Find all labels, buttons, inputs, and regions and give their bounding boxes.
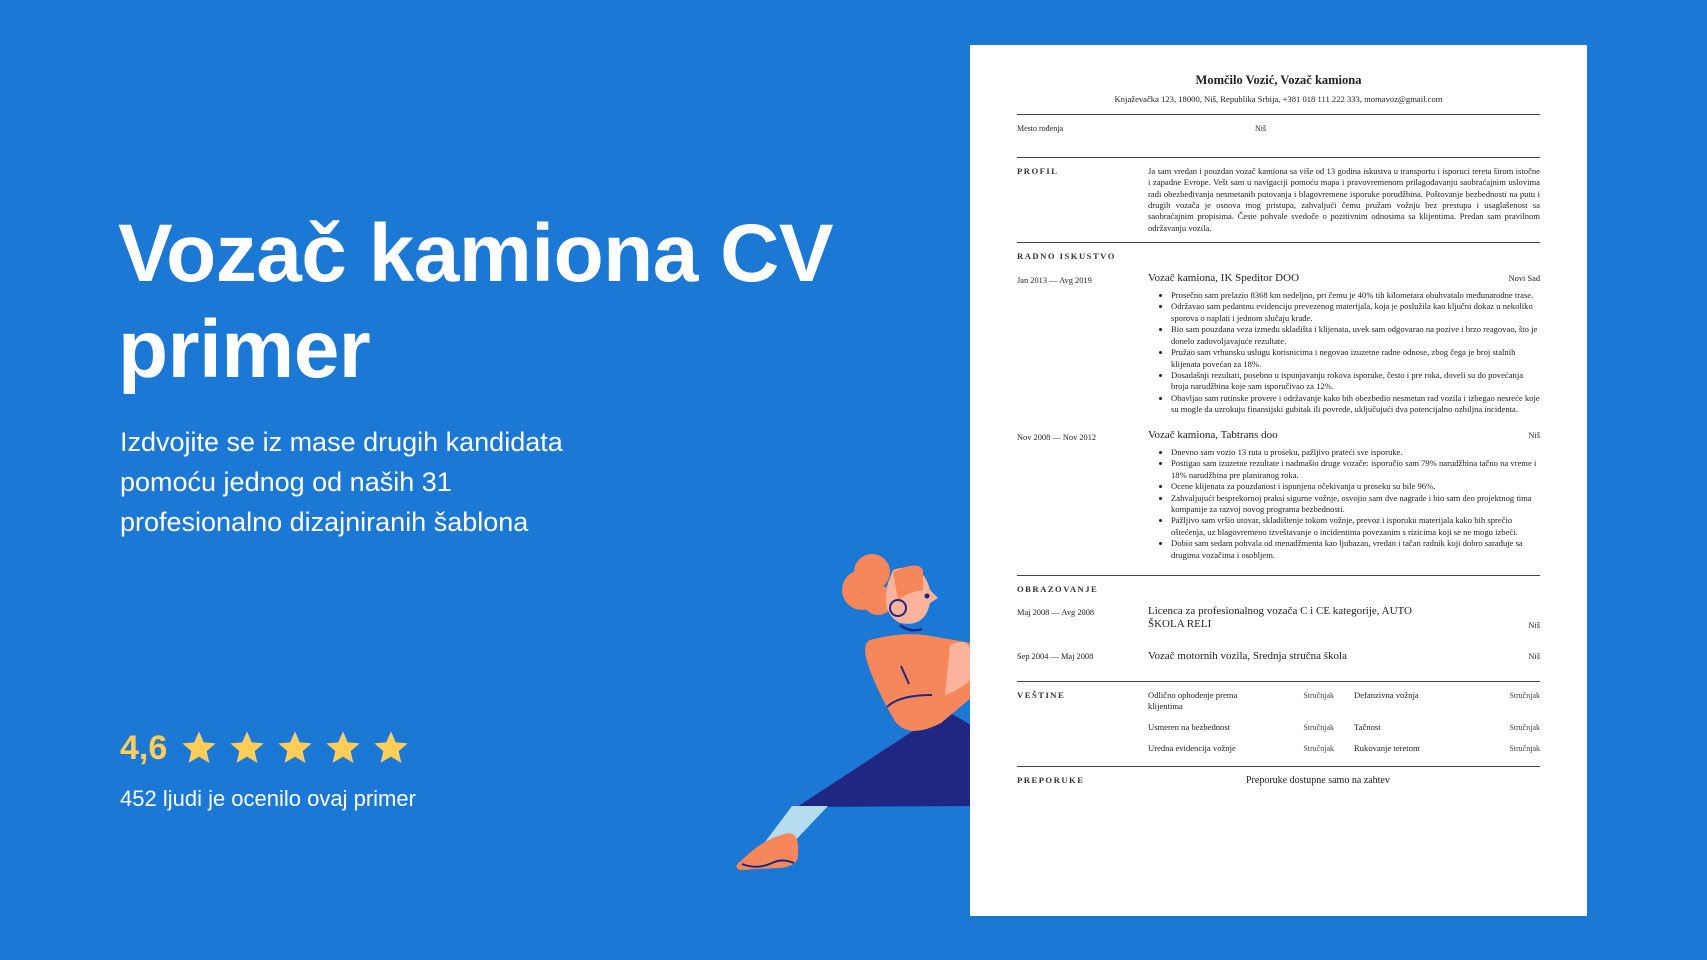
skill-name: Usmeren na bezbednost <box>1148 722 1231 733</box>
skill-level: Stručnjak <box>1509 723 1540 733</box>
birth-label: Mesto rođenja <box>1017 123 1063 133</box>
education-title: Licenca za profesionalnog vozača C i CE kategorije, AUTO ŠKOLA RELI <box>1148 605 1413 631</box>
job-bullet: • Održavao sam pedantnu evidenciju prevezenog materijala, koja je poslužila kao ključni dokaz u nekoliko sporova o naplati i jednom slučaju krađe. <box>1171 301 1540 324</box>
birth-value: Niš <box>1255 123 1267 133</box>
education-dates: Sep 2004 — Maj 2008 <box>1017 652 1094 662</box>
references-text: Preporuke dostupne samo na zahtev <box>1246 774 1390 786</box>
divider <box>1017 681 1540 682</box>
job-bullet: • Dosadašnji rezultati, posebno u ispunjavanju rokova isporuke, često i pre roka, doveli su do povećanja broja narudžbina koje sam isporučivao za 12%. <box>1171 370 1540 393</box>
section-skills: VEŠTINE <box>1017 689 1066 700</box>
divider <box>1017 575 1540 576</box>
section-work: RADNO ISKUSTVO <box>1017 251 1116 262</box>
job-bullet: • Prosečno sam prelazio 8368 km nedeljno, pri čemu je 40% tih kilometara obuhvatalo međunarodne trase. <box>1171 290 1540 301</box>
job-city: Niš <box>1528 430 1540 440</box>
skill-name: Uredna evidencija vožnje <box>1148 742 1236 753</box>
skill-level: Stručnjak <box>1509 690 1540 700</box>
divider <box>1017 242 1540 243</box>
job-bullet: • Dnevno sam vozio 13 ruta u proseku, pažljivo prateći sve isporuke. <box>1171 447 1540 458</box>
education-title: Vozač motornih vozila, Srednja stručna škola <box>1148 649 1347 662</box>
job-title: Vozač kamiona, IK Speditor DOO <box>1148 271 1300 284</box>
divider <box>1017 114 1540 115</box>
job-title: Vozač kamiona, Tabtrans doo <box>1148 428 1278 441</box>
section-references: PREPORUKE <box>1017 774 1085 785</box>
subtitle: Izdvojite se iz mase drugih kandidata pomoću jednog od naših 31 profesionalno dizajniranih šablona <box>120 427 563 537</box>
divider <box>1017 766 1540 767</box>
skill-level: Stručnjak <box>1303 723 1334 733</box>
job-bullet: • Ocene klijenata za pouzdanost i ispunjena očekivanja u proseku su bile 96%. <box>1171 481 1540 492</box>
job-bullet: • Pružao sam vrhunsku uslugu korisnicima i negovao izuzetne radne odnose, zbog čega je broj stalnih klijenata povećan za 18%. <box>1171 347 1540 370</box>
section-profile: PROFIL <box>1017 165 1059 176</box>
page-title: Vozač kamiona CV primer <box>118 208 834 395</box>
skill-name: Tačnost <box>1354 722 1381 733</box>
rating-value: 4,6 <box>120 728 168 767</box>
skill-name: Defanzivna vožnja <box>1354 689 1419 700</box>
skill-name: Odlično ophođenje prema klijentima <box>1148 689 1238 712</box>
job-dates: Jan 2013 — Avg 2019 <box>1017 275 1092 285</box>
job-city: Novi Sad <box>1508 273 1540 283</box>
job-bullet: • Postigao sam izuzetne rezultate i nadmašio druge vozače: isporučio sam 79% narudžbina tačno na vreme i 18% narudžbina pre planiranog roka. <box>1171 458 1540 481</box>
job-entry <box>1017 430 1540 561</box>
section-education: OBRAZOVANJE <box>1017 584 1099 594</box>
skill-level: Stručnjak <box>1509 743 1540 753</box>
profile-text: Ja sam vredan i pouzdan vozač kamiona sa više od 13 godina iskustva u transportu i isporuci tereta širom istočne i zapadne Evrope. Vešt sam u navigaciji pomoću mapa i pravovremenom prilagođavanju saobraćajnim uslovima radi obezbeđivanja nesmetanih putovanja i blagovremene isporuke porudžbina. Poštovanje bezbednosti na putu i drugih vozača je osnova mog pristupa, zahvaljući čemu pružam vožnju bez prestupa i usaglašenost sa saobraćajnim propisima. Česte pohvale svedoče o pozitivnim odnosima sa klijentima. Predan sam pravilnom održavanju vozila. <box>1148 165 1540 233</box>
skill-level: Stručnjak <box>1303 690 1334 700</box>
job-bullet: • Obavljao sam rutinske provere i održavanje kako bih obezbedio nesmetan rad vozila i izbegao nesreće koje su mogle da uzrokuju finansijski gubitak ili povrede, uključujući dva potencijalno ozbiljna incidenta. <box>1171 393 1540 416</box>
education-entry <box>1017 649 1540 662</box>
cv-contact: Knjaževačka 123, 18000, Niš, Republika Srbija, +381 018 111 222 333, momavoz@gmail.com <box>1114 94 1443 105</box>
job-bullet: • Bio sam pouzdana veza između skladišta i klijenata, uvek sam odgovarao na pozive i brzo reagovao, što je donelo zadovoljavajuće rezultate. <box>1171 324 1540 347</box>
education-dates: Maj 2008 — Avg 2008 <box>1017 608 1095 618</box>
cv-name: Momčilo Vozić, Vozač kamiona <box>1195 73 1362 87</box>
job-entry <box>1017 273 1540 416</box>
job-dates: Nov 2008 — Nov 2012 <box>1017 432 1097 442</box>
job-bullet: • Dobio sam sedam pohvala od menadžmenta kao ljubazan, vredan i tačan radnik koji dobro sarađuje sa drugima vozačima i osobljem. <box>1171 538 1540 561</box>
skill-name: Rukovanje teretom <box>1354 742 1420 753</box>
job-bullet: • Pažljivo sam vršio utovar, skladištenje tokom vožnje, prevoz i isporuku materijala kako bih sprečio oštećenja, uz blagovremeno izveštavanje o incidentima povezanim s rizicima koji se ne mogu izbeći. <box>1171 515 1540 538</box>
skill-level: Stručnjak <box>1303 743 1334 753</box>
rating-count: 452 ljudi je ocenilo ovaj primer <box>120 786 416 811</box>
education-entry <box>1017 605 1540 631</box>
education-city: Niš <box>1528 652 1540 662</box>
job-bullet: • Zahvaljujući besprekornoj praksi sigurne vožnje, osvojio sam dve nagrade i bio sam deo projektnog tima kompanije za razvoj novog programa bezbednosti. <box>1171 493 1540 516</box>
education-city: Niš <box>1528 621 1540 630</box>
cv-document <box>970 45 1587 916</box>
divider <box>1017 157 1540 158</box>
